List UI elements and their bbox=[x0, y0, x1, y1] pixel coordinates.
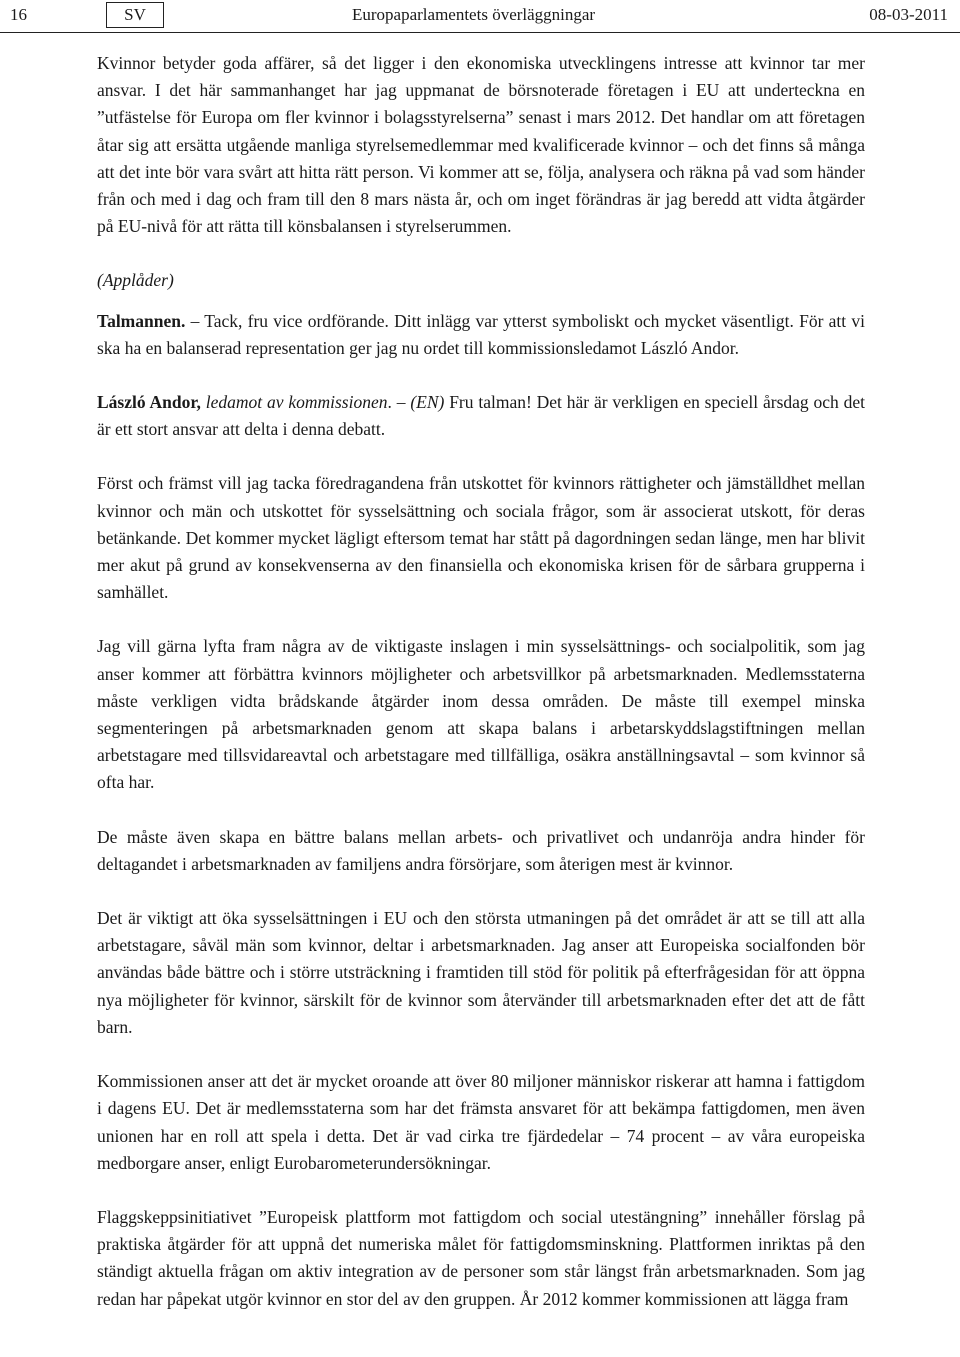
header-date: 08-03-2011 bbox=[869, 5, 948, 24]
paragraph-3: Jag vill gärna lyfta fram några av de viktigaste inslagen i min sysselsättnings- och socialpolitik, som jag anser kommer att förbättra kvinnors möjligheter och arbetsvillkor på arbetsmarknaden. Medlemsstaterna måste verkligen vidta brådskande åtgärder inom dessa områden. De måste till exempel minska segmenteringen på arbetsmarknaden genom att skapa balans i arbetarskyddslagstiftningen mellan arbetstagare med tillsvidareavtal och arbetstagare med tillfälliga, osäkra anställningsavtal – som kvinnor så ofta har. bbox=[97, 636, 865, 793]
paragraph-5: Det är viktigt att öka sysselsättningen i EU och den största utmaningen på det området är att se till att alla arbetstagare, såväl män som kvinnor, deltar i arbetsmarknaden. Jag anser att Europeiska socialfonden bör användas både bättre och i större utsträckning i framtiden till stöd för politik på efterfrågesidan för att öppna nya möjligheter för kvinnor, särskilt för de kvinnor som återvänder till arbetsmarknaden efter det att de fått barn. bbox=[97, 908, 865, 1037]
applause-note bbox=[97, 267, 865, 294]
speaker-1-text: – Tack, fru vice ordförande. Ditt inlägg var ytterst symboliskt och mycket väsentligt. För att vi ska ha en balanserad representation ger jag nu ordet till kommissionsledamot László Andor. bbox=[97, 310, 865, 358]
paragraph-7: Flaggskeppsinitiativet ”Europeisk plattform mot fattigdom och social utestängning” innehåller förslag på praktiska åtgärder för att uppnå det numeriska målet för fattigdomsminskning. Plattformen inriktas på den ständigt aktuella frågan om aktiv integration av de personer som står längst från arbetsmarknaden. Som jag redan har påpekat utgör kvinnor en stor del av den gruppen. År 2012 kommer kommissionen att lägga fram bbox=[97, 1206, 865, 1309]
paragraph-2: Först och främst vill jag tacka föredragandena från utskottet för kvinnors rättigheter och jämställdhet mellan kvinnor och män och utskottet för sysselsättning och sociala frågor, som är associerat utskott, för deras betänkande. Det kommer mycket lägligt eftersom temat har stått på dagordningen sedan länge, men har blivit mer akut på grund av konsekvenserna av den finansiella och ekonomiska krisen för de sårbara grupperna i samhället. bbox=[97, 473, 865, 603]
speaker-2-dot: . – bbox=[387, 392, 411, 413]
page-number: 16 bbox=[10, 5, 27, 24]
speaker-2-text: Fru talman! Det här är verkligen en speciell årsdag och det är ett stort ansvar att delta i denna debatt. bbox=[97, 392, 865, 440]
speaker-1-name: Talmannen. bbox=[97, 310, 186, 331]
page-header bbox=[0, 0, 960, 33]
language-badge: SV bbox=[106, 2, 164, 28]
applause-text: (Applåder) bbox=[97, 270, 174, 291]
paragraph-4: De måste även skapa en bättre balans mellan arbets- och privatlivet och undanröja andra hinder för deltagandet i arbetsmarknaden av familjens andra försörjare, som återigen mest är kvinnor. bbox=[97, 826, 865, 874]
speaker-2-language: (EN) bbox=[410, 392, 445, 413]
speaker-2-paragraph bbox=[97, 389, 865, 443]
speaker-1-paragraph bbox=[97, 308, 865, 362]
speaker-2-role: ledamot av kommissionen bbox=[200, 392, 388, 413]
paragraph-1: Kvinnor betyder goda affärer, så det ligger i den ekonomiska utvecklingens intresse att kvinnor tar mer ansvar. I det här sammanhanget har jag uppmanat de börsnoterade företagen i EU att underteckna en ”utfästelse för Europa om fler kvinnor i bolagsstyrelserna” senast i mars 2012. Det handlar om att företagen åtar sig att ersätta utgående manliga styrelsemedlemmar med kvalificerade kvinnor – och det finns så många att det inte bör vara svårt att hitta rätt person. Vi kommer att se, följa, analysera och räkna på vad som händer från och med i dag och fram till den 8 mars nästa år, och om inget förändras är jag beredd att vidta åtgärder på EU-nivå för att rätta till könsbalansen i styrelserummen. bbox=[97, 53, 865, 237]
speaker-2-name: László Andor, bbox=[97, 392, 201, 413]
paragraph-6: Kommissionen anser att det är mycket oroande att över 80 miljoner människor riskerar att hamna i fattigdom i dagens EU. Det är medlemsstaterna som har det främsta ansvaret för att bekämpa fattigdomen, men även unionen har en roll att spela i detta. Det är vad cirka tre fjärdedelar – 74 procent – av våra europeiska medborgare anser, enligt Eurobarometerundersökningar. bbox=[97, 1071, 865, 1173]
header-title: Europaparlamentets överläggningar bbox=[352, 5, 596, 24]
document-body bbox=[97, 50, 865, 1340]
